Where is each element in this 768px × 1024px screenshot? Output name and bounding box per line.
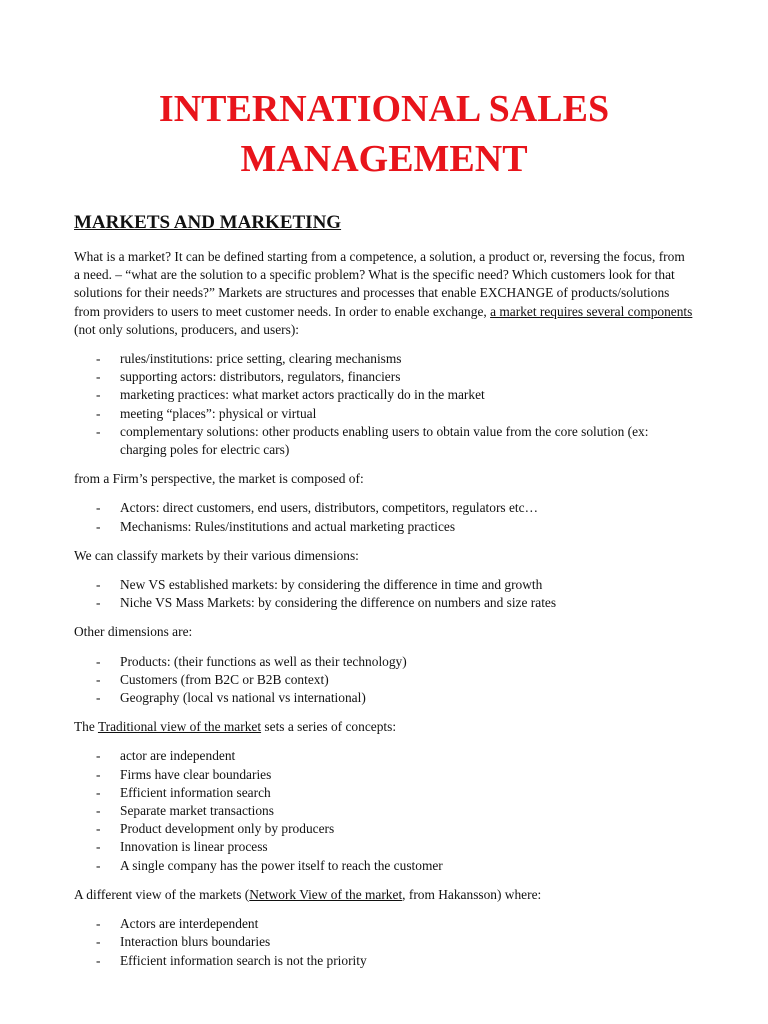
network-text-after: , from Hakansson) where: [402, 886, 542, 902]
network-list [74, 915, 694, 970]
list-item: - Innovation is linear process [74, 838, 694, 856]
components-list [74, 350, 694, 459]
list-item: - marketing practices: what market actors practically do in the market [74, 386, 694, 404]
firm-list [74, 499, 694, 535]
list-item: - New VS established markets: by considering the difference in time and growth [74, 576, 694, 594]
list-item: - Firms have clear boundaries [74, 766, 694, 784]
list-item: - rules/institutions: price setting, clearing mechanisms [74, 350, 694, 368]
list-item: - Actors: direct customers, end users, distributors, competitors, regulators etc… [74, 499, 694, 517]
traditional-list [74, 747, 694, 874]
other-list [74, 653, 694, 708]
list-item: - Products: (their functions as well as their technology) [74, 653, 694, 671]
firm-intro: from a Firm’s perspective, the market is composed of: [74, 471, 364, 487]
list-item: - meeting “places”: physical or virtual [74, 405, 694, 423]
intro-paragraph [74, 248, 694, 339]
list-item: - Product development only by producers [74, 820, 694, 838]
list-item: - Efficient information search is not the priority [74, 952, 694, 970]
list-item: - Geography (local vs national vs international) [74, 689, 694, 707]
traditional-text-after: sets a series of concepts: [261, 719, 397, 735]
list-item: - Mechanisms: Rules/institutions and actual marketing practices [74, 518, 694, 536]
document-title [74, 0, 694, 184]
section-heading: MARKETS AND MARKETING [74, 212, 342, 233]
list-item: - complementary solutions: other products enabling users to obtain value from the core solution (ex: charging poles for electric cars) [74, 423, 694, 459]
list-item: - Interaction blurs boundaries [74, 933, 694, 951]
intro-text-before: What is a market? It can be defined starting from a competence, a solution, a product or, reversing the focus, from a need. – “what are the solution to a specific problem? What is the specific need? Which customers look for that solutions for their needs?” Markets are structures and processes that enable EXCHANGE of products/solutions from providers to users to meet customer needs. In order to enable exchange, [74, 249, 685, 319]
list-item: - Niche VS Mass Markets: by considering the difference on numbers and size rates [74, 594, 694, 612]
intro-text-after: (not only solutions, producers, and users): [74, 321, 300, 337]
other-intro: Other dimensions are: [74, 624, 193, 640]
list-item: - actor are independent [74, 747, 694, 765]
classify-list [74, 576, 694, 612]
classify-intro: We can classify markets by their various dimensions: [74, 547, 359, 563]
traditional-text-before: The [74, 719, 98, 735]
title-line-1: INTERNATIONAL SALES [158, 88, 610, 130]
intro-underlined-text: a market requires several components [490, 303, 693, 319]
traditional-underlined-text: Traditional view of the market [97, 719, 262, 735]
network-underlined-text: Network View of the market [249, 886, 403, 902]
list-item: - Actors are interdependent [74, 915, 694, 933]
list-item: - Efficient information search [74, 784, 694, 802]
list-item: - A single company has the power itself to reach the customer [74, 857, 694, 875]
list-item: - supporting actors: distributors, regulators, financiers [74, 368, 694, 386]
list-item: - Separate market transactions [74, 802, 694, 820]
network-text-before: A different view of the markets ( [74, 886, 250, 902]
list-item: - Customers (from B2C or B2B context) [74, 671, 694, 689]
title-line-2: MANAGEMENT [240, 138, 528, 180]
network-intro [74, 886, 694, 904]
traditional-intro [74, 718, 694, 736]
